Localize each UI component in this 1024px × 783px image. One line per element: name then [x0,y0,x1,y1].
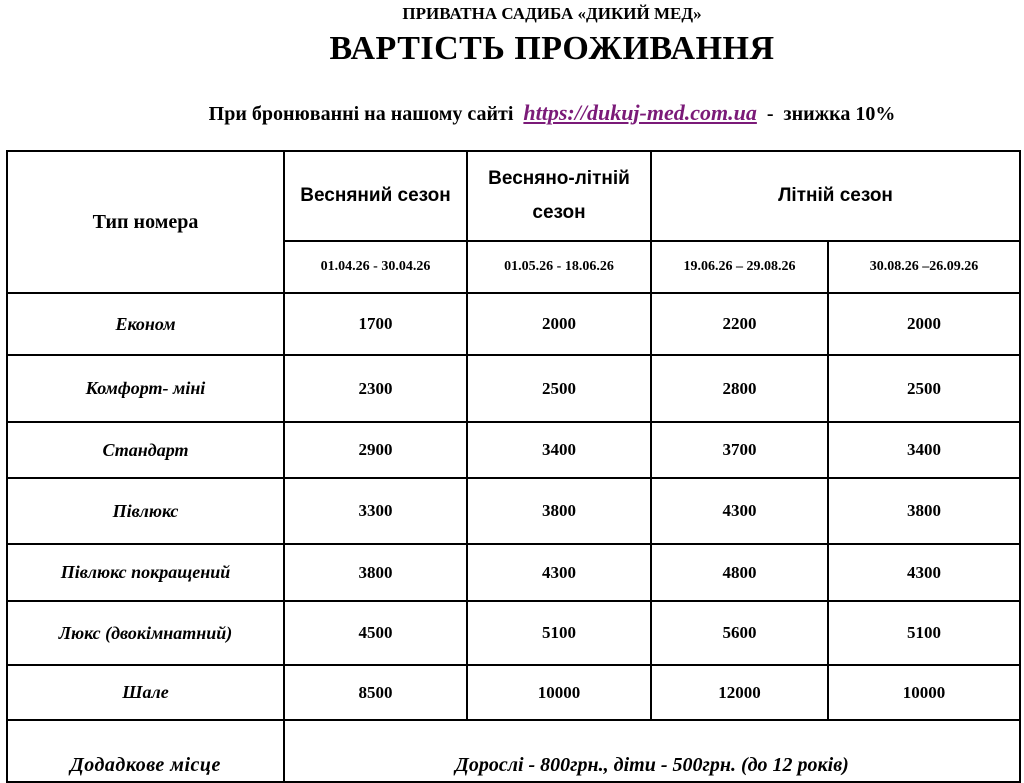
estate-name: ПРИВАТНА САДИБА «ДИКИЙ МЕД» [402,4,702,23]
price-cell: 2500 [828,355,1020,422]
price-cell: 3700 [651,422,828,478]
extra-place-label: Додадкове місце [7,720,284,782]
price-cell: 8500 [284,665,467,720]
price-cell: 3800 [828,478,1020,544]
price-cell: 3800 [467,478,651,544]
room-type-cell: Шале [7,665,284,720]
price-cell: 2300 [284,355,467,422]
season-spring-header: Весняний сезон [284,151,467,241]
price-cell: 12000 [651,665,828,720]
season-spring-summer-header: Весняно-літній сезон [467,151,651,241]
price-cell: 2200 [651,293,828,355]
table-row [7,601,1020,665]
table-row [7,355,1020,422]
table-row [7,544,1020,601]
price-cell: 2800 [651,355,828,422]
period-spring: 01.04.26 - 30.04.26 [284,241,467,293]
room-type-header: Тип номера [7,151,284,293]
room-type-cell: Економ [7,293,284,355]
price-cell: 10000 [467,665,651,720]
price-cell: 5600 [651,601,828,665]
period-summer-2: 30.08.26 –26.09.26 [828,241,1020,293]
price-table [6,150,1021,783]
period-summer-1: 19.06.26 – 29.08.26 [651,241,828,293]
page-title: ВАРТІСТЬ ПРОЖИВАННЯ [329,30,775,67]
website-link[interactable]: https://dukuj-med.com.ua [523,100,757,125]
extra-place-row [7,720,1020,782]
price-cell: 4800 [651,544,828,601]
price-cell: 2900 [284,422,467,478]
room-type-cell: Півлюкс покращений [7,544,284,601]
room-type-cell: Півлюкс [7,478,284,544]
table-row [7,422,1020,478]
price-cell: 4500 [284,601,467,665]
season-summer-header: Літній сезон [651,151,1020,241]
price-cell: 2000 [467,293,651,355]
period-spring-summer: 01.05.26 - 18.06.26 [467,241,651,293]
promo-line [0,100,1024,126]
table-row [7,293,1020,355]
room-type-cell: Стандарт [7,422,284,478]
price-cell: 2000 [828,293,1020,355]
price-cell: 4300 [828,544,1020,601]
price-cell: 10000 [828,665,1020,720]
room-type-cell: Люкс (двокімнатний) [7,601,284,665]
price-cell: 3800 [284,544,467,601]
table-row [7,478,1020,544]
price-cell: 3400 [467,422,651,478]
extra-place-price: Дорослі - 800грн., діти - 500грн. (до 12 років) [284,720,1020,782]
promo-discount: - знижка 10% [766,103,896,125]
price-cell: 2500 [467,355,651,422]
price-cell: 3300 [284,478,467,544]
table-row [7,665,1020,720]
room-type-cell: Комфорт- міні [7,355,284,422]
price-cell: 3400 [828,422,1020,478]
promo-prefix: При бронюванні на нашому сайті [208,103,514,125]
price-cell: 4300 [467,544,651,601]
price-cell: 5100 [467,601,651,665]
price-cell: 4300 [651,478,828,544]
price-cell: 5100 [828,601,1020,665]
price-cell: 1700 [284,293,467,355]
